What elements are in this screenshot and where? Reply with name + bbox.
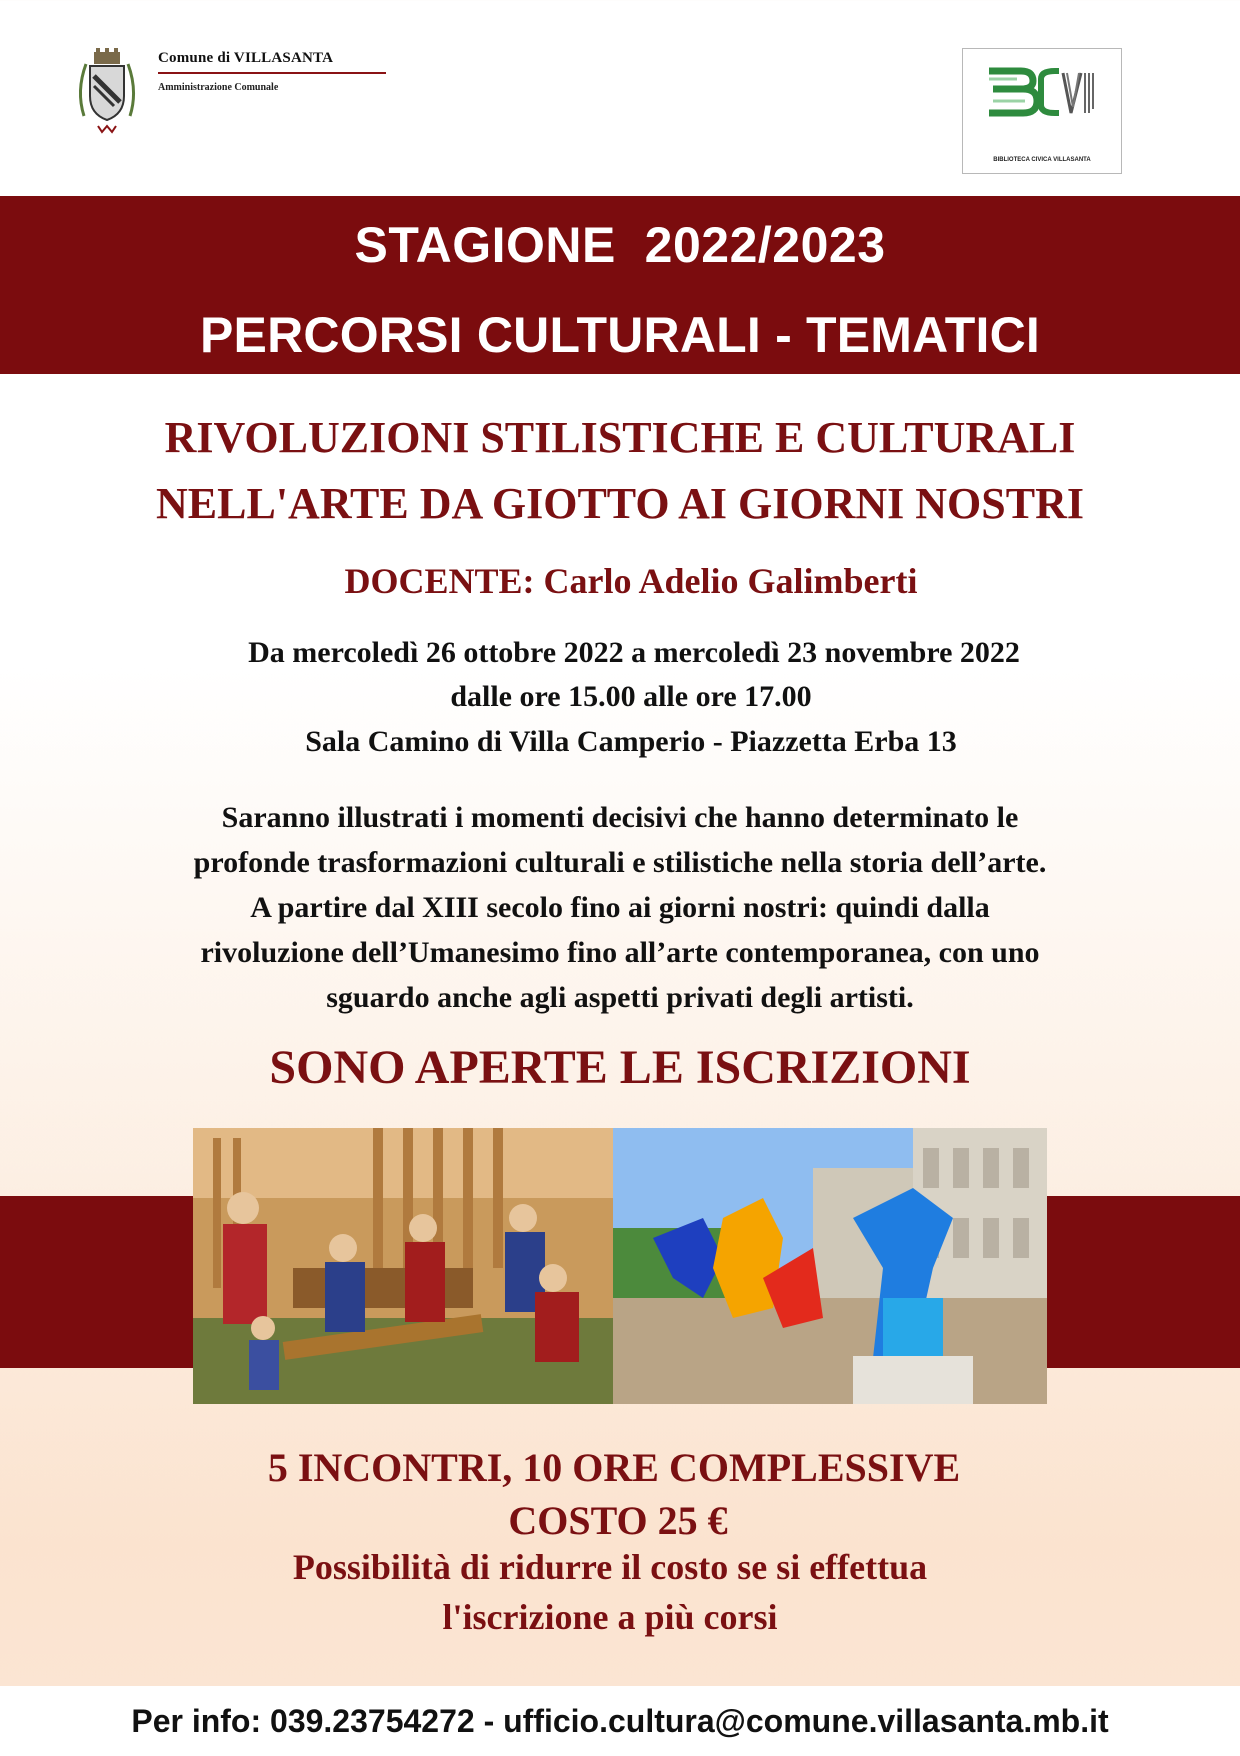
course-dates: Da mercoledì 26 ottobre 2022 a mercoledì 23 novembre 2022 (248, 636, 1020, 669)
program-title: PERCORSI CULTURALI - TEMATICI (199, 307, 1040, 363)
comune-name: Comune di VILLASANTA (158, 50, 334, 66)
course-title-line-1: RIVOLUZIONI STILISTICHE E CULTURALI (164, 413, 1076, 462)
medieval-painting-image (193, 1128, 613, 1404)
description-line: profonde trasformazioni culturali e stilistiche nella storia dell’arte. (193, 846, 1047, 879)
teacher (0, 560, 1240, 602)
course-venue: Sala Camino di Villa Camperio - Piazzetta Erba 13 (305, 725, 957, 758)
discount-info-line-1: Possibilità di ridurre il costo se si effettua (292, 1547, 928, 1587)
header-divider (158, 72, 386, 74)
teacher-name: Carlo Adelio Galimberti (543, 561, 918, 601)
description-line: Saranno illustrati i momenti decisivi che hanno determinato le (221, 801, 1019, 834)
discount-info-line-2: l'iscrizione a più corsi (442, 1597, 778, 1637)
registration-open-heading: SONO APERTE LE ISCRIZIONI (269, 1041, 971, 1094)
comune-coat-of-arms-icon (74, 46, 140, 138)
season-title: STAGIONE 2022/2023 (354, 217, 886, 273)
description-line: sguardo anche agli aspetti privati degli artisti. (326, 981, 914, 1014)
meetings-info: 5 INCONTRI, 10 ORE COMPLESSIVE (267, 1445, 961, 1490)
title-banner (0, 196, 1240, 374)
teacher-label: DOCENTE: (344, 561, 535, 601)
comune-subtitle: Amministrazione Comunale (158, 82, 279, 93)
library-books-icon (963, 49, 1121, 149)
library-caption: BIBLIOTECA CIVICA VILLASANTA (993, 157, 1091, 163)
cost-info: COSTO 25 € (508, 1498, 728, 1543)
course-hours: dalle ore 15.00 alle ore 17.00 (450, 680, 812, 713)
description-line: A partire dal XIII secolo fino ai giorni nostri: quindi dalla (250, 891, 990, 924)
course-title-line-2: NELL'ARTE DA GIOTTO AI GIORNI NOSTRI (156, 479, 1084, 528)
contact-footer: Per info: 039.23754272 - ufficio.cultura@comune.villasanta.mb.it (0, 1686, 1240, 1756)
library-logo (962, 48, 1122, 174)
course-description (70, 795, 1170, 1020)
description-line: rivoluzione dell’Umanesimo fino all’arte contemporanea, con uno (200, 936, 1040, 969)
contemporary-sculpture-image (613, 1128, 1047, 1404)
